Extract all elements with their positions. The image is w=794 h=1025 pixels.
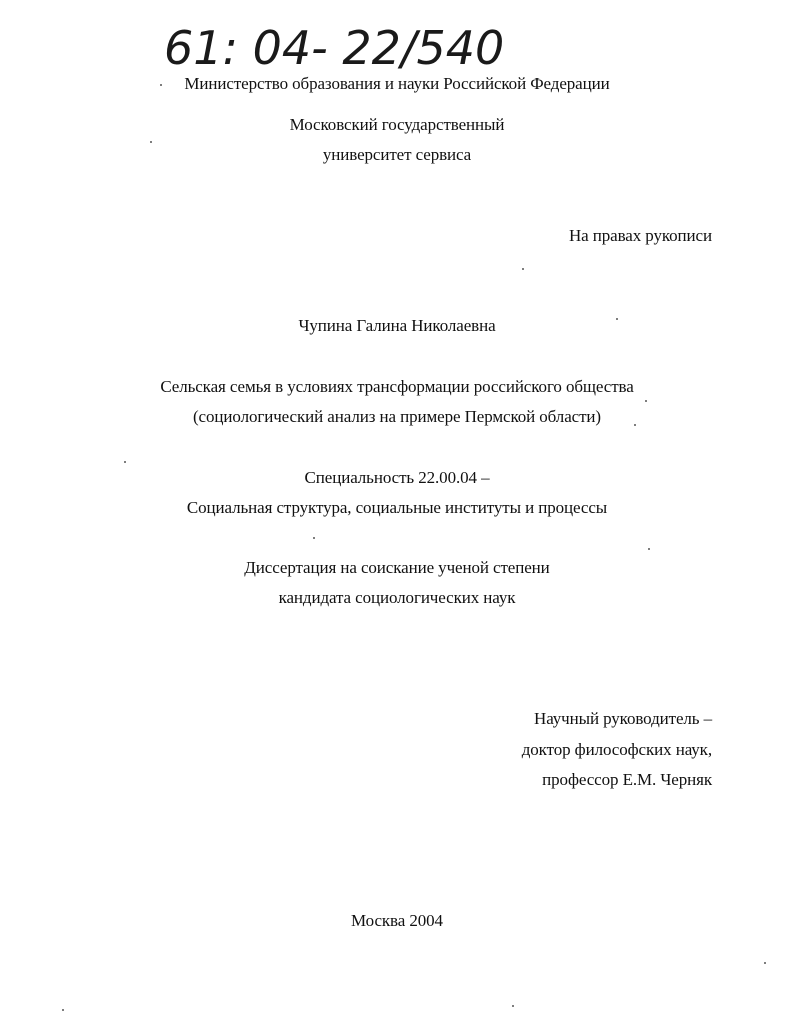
scan-speck [62,1009,64,1011]
specialty-name: Социальная структура, социальные институты и процессы [186,498,608,517]
scan-speck [764,962,766,964]
scan-speck [648,548,650,550]
degree-line1: Диссертация на соискание ученой степени [244,558,550,577]
degree-line2: кандидата социологических наук [278,588,516,607]
scan-speck [512,1005,514,1007]
scan-speck [150,141,152,143]
manuscript-note: На правах рукописи [568,226,712,245]
scan-speck [616,318,618,320]
archive-handwritten-mark [160,14,580,74]
scan-speck [522,268,524,270]
archive-mark-text: 61: 04- 22/540 [164,21,505,74]
university-name-line2: университет сервиса [322,145,472,164]
university-name-line1: Московский государственный [289,115,505,134]
scan-speck [313,537,315,539]
supervisor-role: Научный руководитель – [534,709,712,728]
city-year: Москва 2004 [351,911,443,930]
supervisor-name: профессор Е.М. Черняк [542,770,712,789]
scan-speck [124,461,126,463]
thesis-title-line1: Сельская семья в условиях трансформации российского общества [160,377,634,396]
thesis-title-line2: (социологический анализ на примере Пермской области) [193,407,601,426]
specialty-code: Специальность 22.00.04 – [304,468,490,487]
scan-speck [645,400,647,402]
supervisor-degree: доктор философских наук, [521,740,712,759]
scan-speck [634,424,636,426]
author-name: Чупина Галина Николаевна [298,316,496,335]
ministry-name: Министерство образования и науки Российской Федерации [184,74,610,93]
scan-speck [160,84,162,86]
